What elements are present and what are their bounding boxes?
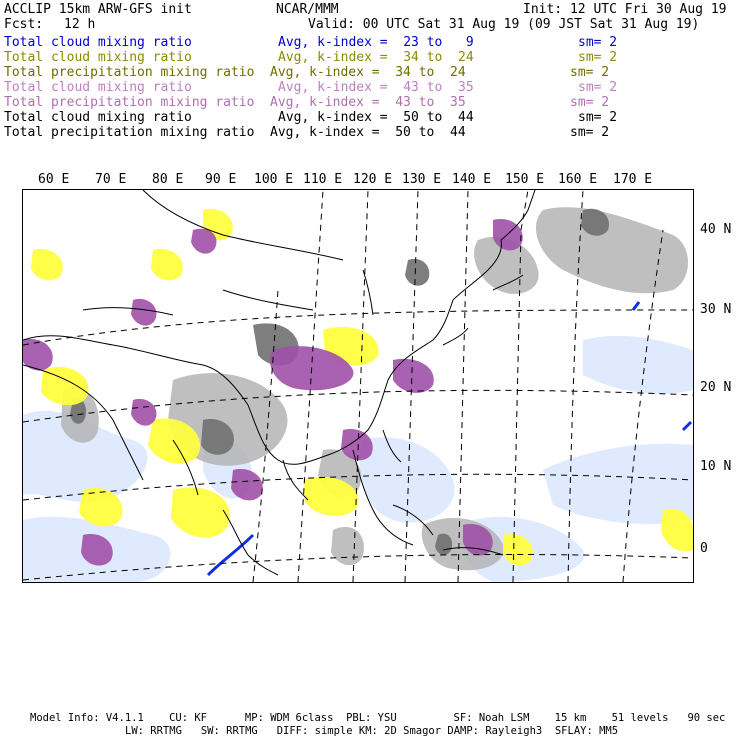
field-name: Total cloud mixing ratio [4,35,192,50]
lat-label: 30 N [700,302,732,317]
lon-label: 60 E [38,172,70,187]
init-time: Init: 12 UTC Fri 30 Aug 19 [523,2,727,17]
lat-label: 20 N [700,380,732,395]
lon-label: 80 E [152,172,184,187]
forecast-hours: 12 h [64,17,96,32]
model-info-line2: LW: RRTMG SW: RRTMG DIFF: simple KM: 2D Smagor DAMP: Rayleigh3 SFLAY: MM5 [125,725,619,737]
field-smoothing: sm= 2 [570,95,610,110]
lon-label: 100 E [254,172,294,187]
field-avg: Avg, k-index = 50 to 44 [278,110,474,125]
forecast-label: Fcst: [4,17,44,32]
field-smoothing: sm= 2 [570,65,610,80]
lon-label: 70 E [95,172,127,187]
field-avg: Avg, k-index = 34 to 24 [278,50,474,65]
field-name: Total cloud mixing ratio [4,80,192,95]
model-info-line1: Model Info: V4.1.1 CU: KF MP: WDM 6class PBL: YSU SF: Noah LSM 15 km 51 levels 90 sec [30,712,726,724]
field-avg: Avg, k-index = 23 to 9 [278,35,474,50]
map-canvas [23,190,693,582]
lon-label: 150 E [505,172,545,187]
organization: NCAR/MMM [276,2,339,17]
lat-label: 0 [700,541,708,556]
lon-label: 170 E [613,172,653,187]
lon-label: 130 E [402,172,442,187]
field-avg: Avg, k-index = 43 to 35 [270,95,466,110]
lon-label: 120 E [353,172,393,187]
model-title: ACCLIP 15km ARW-GFS init [4,2,192,17]
lat-label: 10 N [700,459,732,474]
lon-label: 110 E [303,172,343,187]
field-name: Total precipitation mixing ratio [4,125,255,140]
cloud-mixing-ratio-map [22,189,694,583]
field-smoothing: sm= 2 [578,50,618,65]
field-name: Total precipitation mixing ratio [4,95,255,110]
field-smoothing: sm= 2 [578,110,618,125]
lon-label: 160 E [558,172,598,187]
field-smoothing: sm= 2 [578,80,618,95]
lon-label: 140 E [452,172,492,187]
field-avg: Avg, k-index = 34 to 24 [270,65,466,80]
field-smoothing: sm= 2 [570,125,610,140]
field-name: Total precipitation mixing ratio [4,65,255,80]
field-avg: Avg, k-index = 43 to 35 [278,80,474,95]
field-name: Total cloud mixing ratio [4,110,192,125]
field-smoothing: sm= 2 [578,35,618,50]
lat-label: 40 N [700,222,732,237]
lon-label: 90 E [205,172,237,187]
field-avg: Avg, k-index = 50 to 44 [270,125,466,140]
field-name: Total cloud mixing ratio [4,50,192,65]
valid-time: Valid: 00 UTC Sat 31 Aug 19 (09 JST Sat 31 Aug 19) [308,17,700,32]
